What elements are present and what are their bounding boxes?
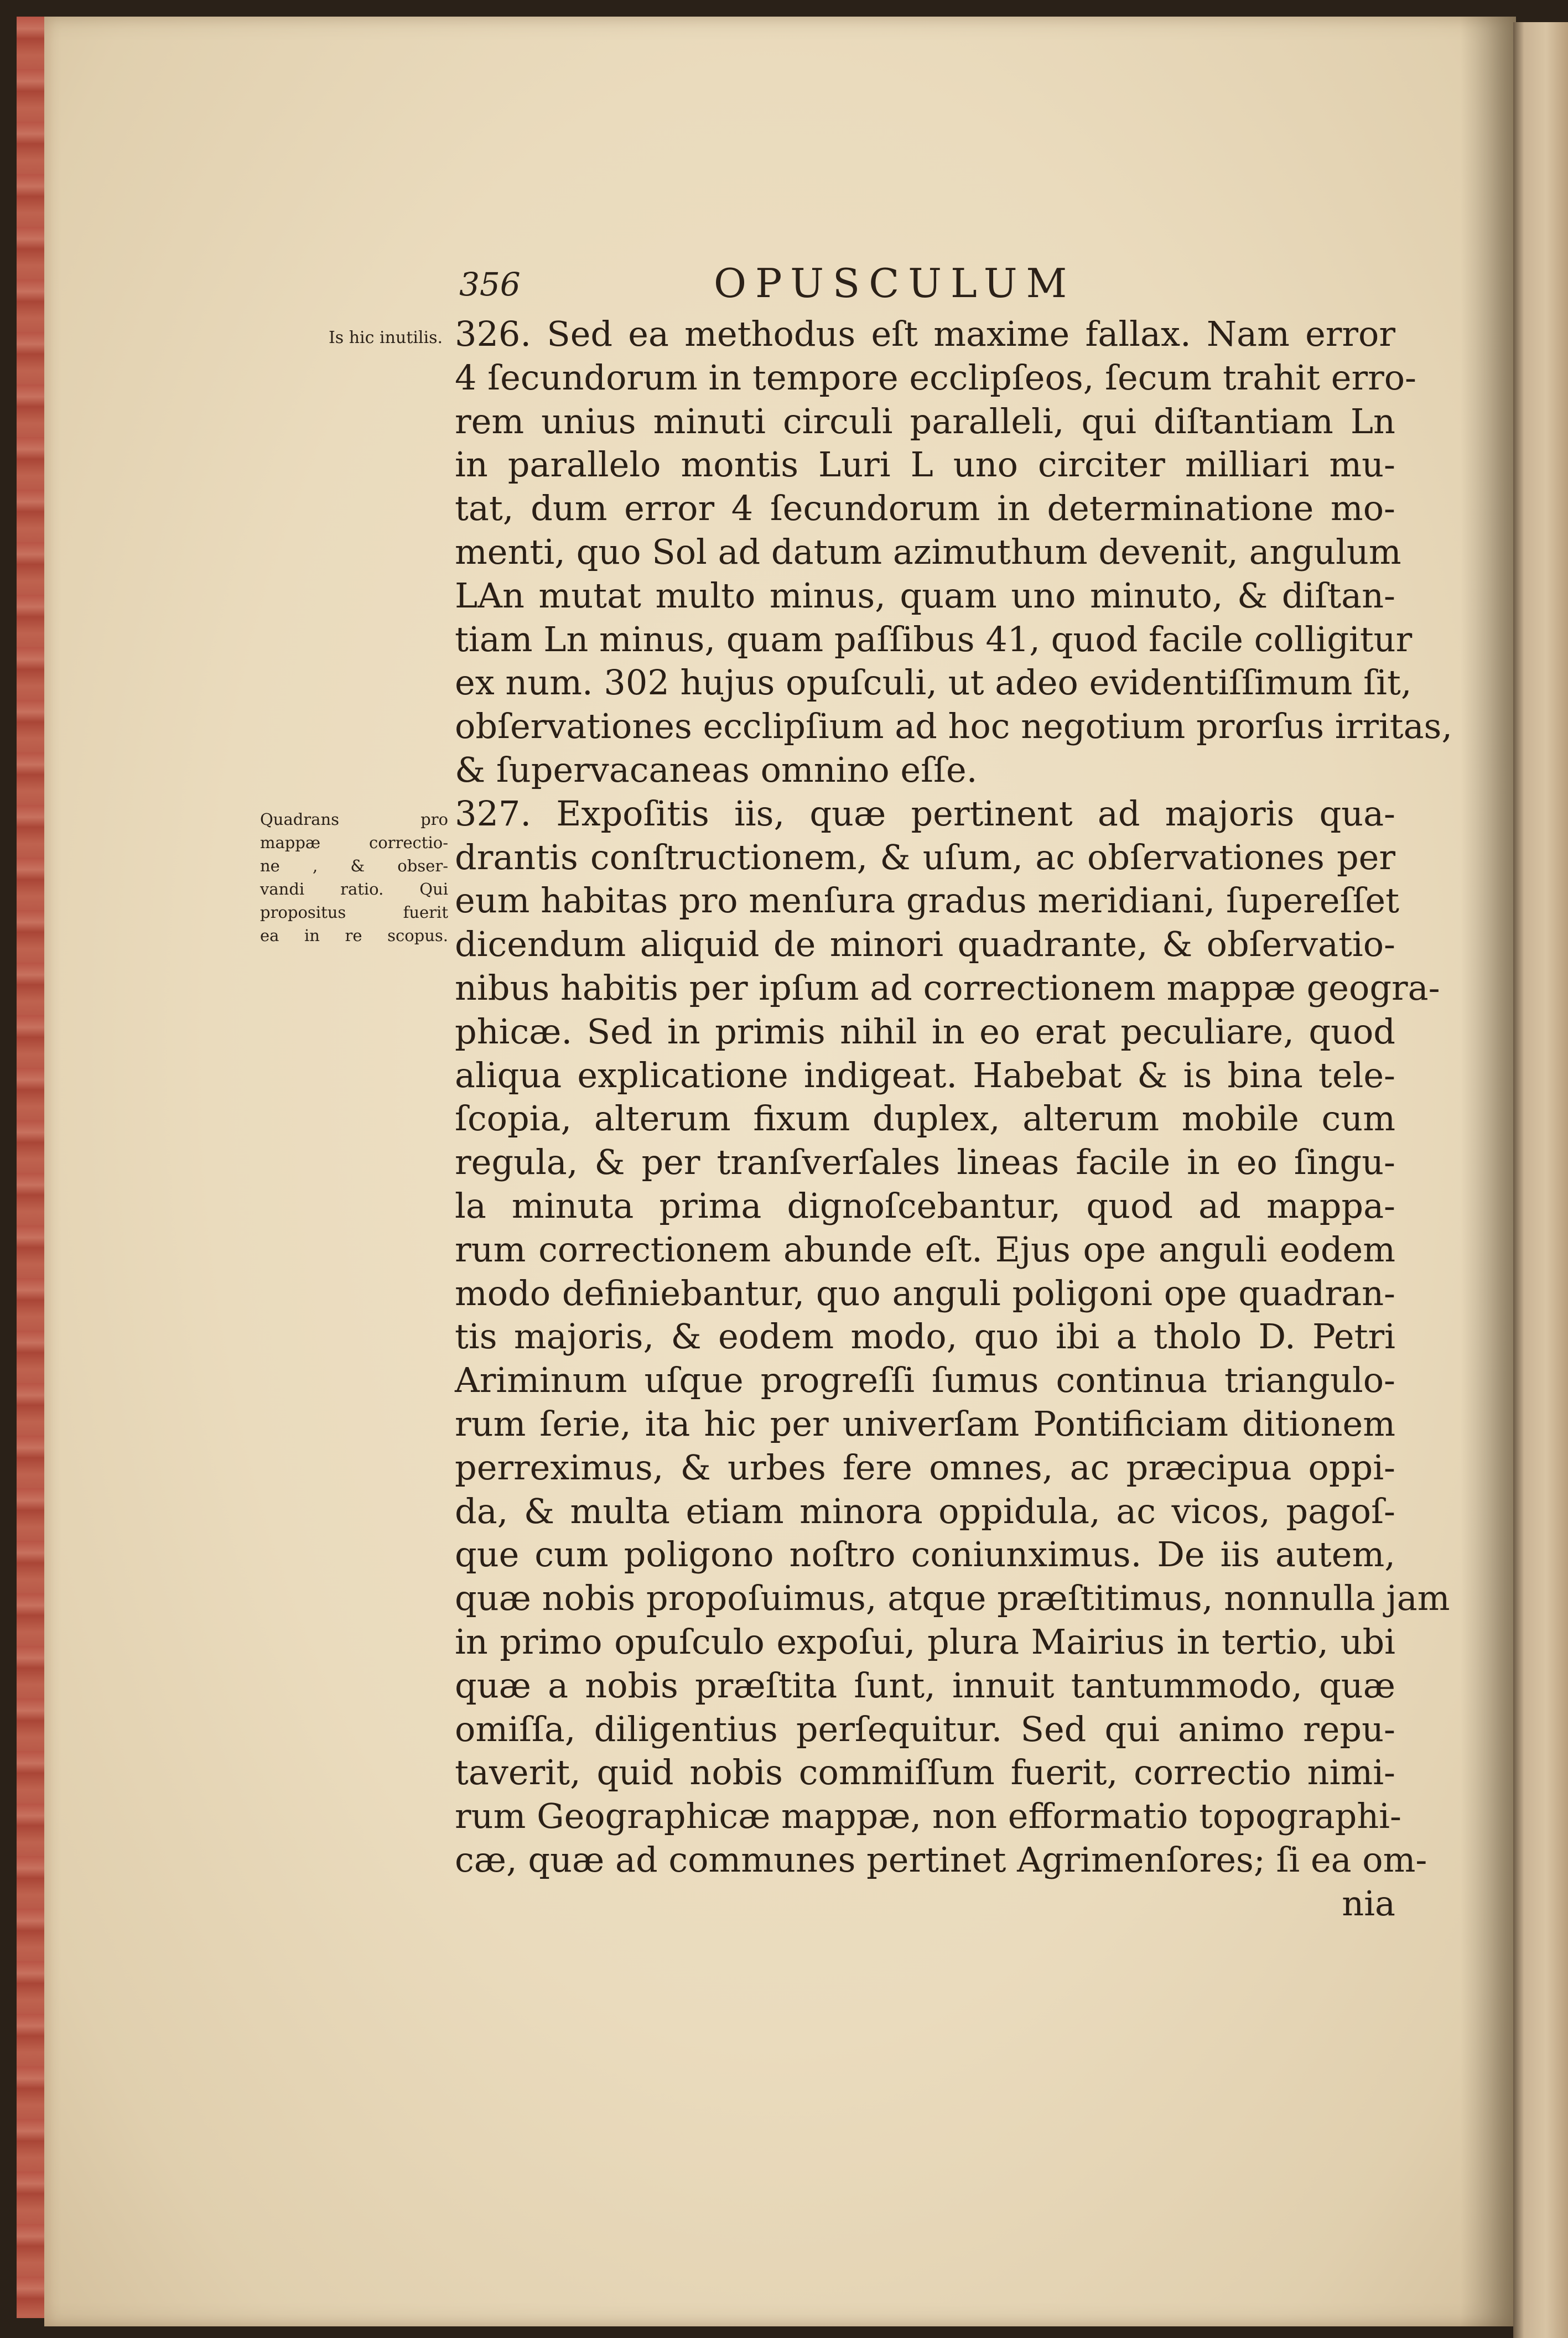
text-line: Ariminum uſque progreſſi ſumus continua triangulo- (455, 1360, 1395, 1401)
text-line: obſervationes ecclipſium ad hoc negotium prorſus irritas, (455, 706, 1453, 747)
text-line: eum habitas pro menſura gradus meridiani, ſupereſſet (455, 880, 1400, 921)
text-line: 326. Sed ea methodus eſt maxime fallax. Nam error (455, 314, 1395, 354)
text-line: rum Geographicæ mappæ, non efformatio topographi- (455, 1796, 1401, 1837)
text-line: 327. Expoſitis iis, quæ pertinent ad majoris qua- (455, 793, 1395, 834)
text-line: rum correctionem abunde eſt. Ejus ope anguli eodem (455, 1229, 1395, 1270)
text-line: omiſſa, diligentius perſequitur. Sed qui animo repu- (455, 1708, 1395, 1749)
text-line: modo definiebantur, quo anguli poligoni ope quadran- (455, 1272, 1395, 1313)
margin-note-line: ea in re scopus. (260, 926, 448, 945)
margin-note-line: Quadrans pro (260, 810, 448, 829)
catchword: nia (1342, 1883, 1395, 1924)
text-line: in primo opuſculo expoſui, plura Mairius in tertio, ubi (455, 1621, 1395, 1662)
text-line: perreximus, & urbes fere omnes, ac præcipua oppi- (455, 1447, 1395, 1488)
text-line: rum ſerie, ita hic per univerſam Pontificiam ditionem (455, 1403, 1395, 1444)
page-header (459, 260, 1289, 321)
margin-note-line: ne , & obser- (260, 856, 448, 875)
running-title: OPUSCULUM (714, 260, 1076, 306)
text-line: que cum poligono noſtro coniunximus. De iis autem, (455, 1534, 1395, 1575)
facing-page-edge (1513, 22, 1568, 2338)
text-line: tis majoris, & eodem modo, quo ibi a tholo D. Petri (455, 1316, 1395, 1357)
text-line: menti, quo Sol ad datum azimuthum devenit, angulum (455, 531, 1401, 572)
text-line: ſcopia, alterum fixum duplex, alterum mobile cum (455, 1098, 1395, 1139)
text-line: nibus habitis per ipſum ad correctionem mappæ geogra- (455, 967, 1440, 1008)
text-line: tiam Ln minus, quam paſſibus 41, quod facile colligitur (455, 619, 1413, 659)
page-number: 356 (459, 266, 521, 303)
margin-note-line: vandi ratio. Qui (260, 880, 448, 898)
text-line: regula, & per tranſverſales lineas facile in eo ſingu- (455, 1142, 1395, 1183)
main-text (455, 313, 1453, 1925)
text-line: aliqua explicatione indigeat. Habebat & is bina tele- (455, 1054, 1395, 1095)
text-line: in parallelo montis Luri L uno circiter milliari mu- (455, 444, 1395, 485)
text-line: dicendum aliquid de minori quadrante, & obſervatio- (455, 924, 1395, 965)
text-line: cæ, quæ ad communes pertinet Agrimenſores; ſi ea om- (455, 1839, 1427, 1880)
text-line: phicæ. Sed in primis nihil in eo erat peculiare, quod (455, 1011, 1395, 1052)
margin-note-1 (266, 326, 443, 350)
text-line: & ſupervacaneas omnino eſſe. (455, 749, 978, 790)
text-line: LAn mutat multo minus, quam uno minuto, & diſtan- (455, 575, 1395, 616)
paragraph-326 (455, 313, 1453, 792)
text-line: rem unius minuti circuli paralleli, qui diſtantiam Ln (455, 401, 1395, 441)
text-line: quæ nobis propoſuimus, atque præſtitimus, nonnulla jam (455, 1578, 1450, 1619)
text-line: ex num. 302 hujus opuſculi, ut adeo evidentiſſimum ſit, (455, 662, 1412, 703)
margin-note-line: propositus fuerit (260, 903, 448, 922)
text-line: tat, dum error 4 ſecundorum in determinatione mo- (455, 488, 1395, 529)
paragraph-327 (455, 792, 1450, 1882)
margin-note-2 (260, 808, 448, 947)
gutter-shadow (1461, 17, 1516, 2326)
text-line: quæ a nobis præſtita ſunt, innuit tantummodo, quæ (455, 1665, 1395, 1706)
text-line: da, & multa etiam minora oppidula, ac vicos, pagoſ- (455, 1490, 1395, 1531)
text-line: 4 ſecundorum in tempore ecclipſeos, ſecum trahit erro- (455, 357, 1416, 398)
margin-note-line: Is hic inutilis. (328, 328, 443, 347)
margin-note-line: mappæ correctio- (260, 833, 448, 852)
text-line: drantis conſtructionem, & uſum, ac obſervationes per (455, 837, 1395, 877)
text-line: taverit, quid nobis commiſſum fuerit, correctio nimi- (455, 1752, 1395, 1793)
text-line: la minuta prima dignoſcebantur, quod ad mappa- (455, 1185, 1395, 1226)
